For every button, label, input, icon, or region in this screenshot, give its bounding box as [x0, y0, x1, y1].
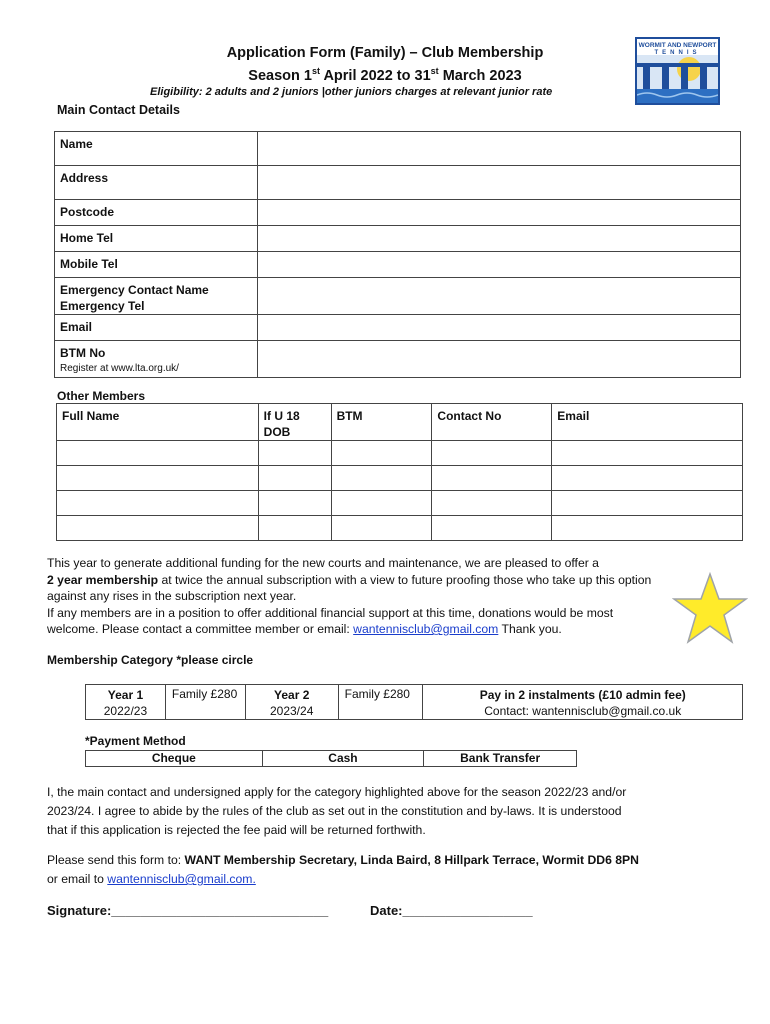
postcode-field[interactable] — [257, 200, 740, 226]
member-cell[interactable] — [258, 441, 331, 466]
member-cell[interactable] — [57, 466, 259, 491]
member-cell[interactable] — [432, 491, 552, 516]
category-heading: Membership Category *please circle — [47, 653, 254, 667]
category-table — [85, 684, 743, 720]
form-title: Application Form (Family) – Club Membership — [226, 45, 544, 61]
member-cell[interactable] — [57, 491, 259, 516]
emergency-field[interactable] — [257, 278, 740, 315]
other-members-heading: Other Members — [57, 389, 146, 403]
cheque-option[interactable]: Cheque — [86, 751, 263, 767]
payment-heading: *Payment Method — [85, 734, 186, 748]
address-label: Address — [55, 166, 258, 200]
email-field[interactable] — [257, 315, 740, 341]
table-row — [57, 491, 743, 516]
svg-text:WORMIT AND NEWPORT: WORMIT AND NEWPORT — [638, 42, 717, 49]
member-cell[interactable] — [258, 516, 331, 541]
table-row — [57, 466, 743, 491]
mobile-tel-label: Mobile Tel — [55, 252, 258, 278]
emergency-label: Emergency Contact Name Emergency Tel — [55, 278, 258, 315]
year1-option[interactable]: Year 1 2022/23 — [86, 685, 166, 720]
member-cell[interactable] — [258, 491, 331, 516]
table-row — [57, 516, 743, 541]
member-cell[interactable] — [432, 466, 552, 491]
payment-table — [85, 750, 577, 767]
col-contact: Contact No — [432, 404, 552, 441]
member-cell[interactable] — [331, 441, 432, 466]
mobile-tel-field[interactable] — [257, 252, 740, 278]
signature-line[interactable]: Signature:______________________________ — [47, 903, 329, 918]
member-cell[interactable] — [331, 491, 432, 516]
home-tel-label: Home Tel — [55, 226, 258, 252]
name-label: Name — [55, 132, 258, 166]
other-members-table — [56, 403, 743, 541]
member-cell[interactable] — [258, 466, 331, 491]
col-btm: BTM — [331, 404, 432, 441]
email-label: Email — [55, 315, 258, 341]
star-icon — [672, 572, 748, 644]
member-cell[interactable] — [552, 466, 743, 491]
year2-option[interactable]: Year 2 2023/24 — [245, 685, 338, 720]
svg-text:TENNIS: TENNIS — [654, 50, 701, 56]
instalment-option[interactable]: Pay in 2 instalments (£10 admin fee) Contact: wantennisclub@gmail.co.uk — [423, 685, 743, 720]
name-field[interactable] — [257, 132, 740, 166]
send-email-link[interactable]: wantennisclub@gmail.com. — [107, 872, 256, 886]
bank-transfer-option[interactable]: Bank Transfer — [424, 751, 577, 767]
btm-note: Register at www.lta.org.uk/ — [60, 363, 179, 374]
date-line[interactable]: Date:__________________ — [370, 903, 533, 918]
member-cell[interactable] — [432, 441, 552, 466]
declaration-paragraph: I, the main contact and undersigned apply for the category highlighted above for the season 2022/23 and/or 2023/24. I agree to abide by the rules of the club as set out in the constitution and by-laws. It is understood that if this application is rejected the fee paid will be returned forthwith. — [47, 785, 627, 837]
member-cell[interactable] — [552, 441, 743, 466]
year2-price[interactable]: Family £280 — [338, 685, 423, 720]
btm-label: BTM No Register at www.lta.org.uk/ — [55, 341, 258, 378]
col-full-name: Full Name — [57, 404, 259, 441]
email-link[interactable]: wantennisclub@gmail.com — [353, 622, 499, 636]
send-paragraph: Please send this form to: WANT Membership Secretary, Linda Baird, 8 Hillpark Terrace, Wormit DD6 8PN or email to wantennisclub@gmail.com. — [47, 853, 639, 886]
col-email: Email — [552, 404, 743, 441]
year1-price[interactable]: Family £280 — [165, 685, 245, 720]
btm-field[interactable] — [257, 341, 740, 378]
home-tel-field[interactable] — [257, 226, 740, 252]
address-field[interactable] — [257, 166, 740, 200]
table-row — [57, 441, 743, 466]
member-cell[interactable] — [331, 466, 432, 491]
main-contact-table — [54, 131, 741, 378]
club-logo — [635, 37, 720, 105]
funding-paragraph: This year to generate additional funding for the new courts and maintenance, we are pleased to offer a 2 year membership at twice the annual subscription with a view to future proofing those who take up this option against any rises in the subscription next year. If any members are in a position to offer additional financial support at this time, donations would be most welcome. Please contact a committee member or email: wantennisclub@gmail.com Thank you. — [47, 556, 652, 636]
member-cell[interactable] — [57, 441, 259, 466]
member-cell[interactable] — [552, 491, 743, 516]
eligibility-note: Eligibility: 2 adults and 2 juniors |other juniors charges at relevant junior rate — [150, 86, 553, 98]
member-cell[interactable] — [552, 516, 743, 541]
main-contact-heading: Main Contact Details — [57, 103, 180, 117]
postcode-label: Postcode — [55, 200, 258, 226]
member-cell[interactable] — [432, 516, 552, 541]
member-cell[interactable] — [331, 516, 432, 541]
cash-option[interactable]: Cash — [262, 751, 424, 767]
season-title: Season 1st April 2022 to 31st March 2023 — [248, 66, 522, 84]
member-cell[interactable] — [57, 516, 259, 541]
col-dob: If U 18 DOB — [258, 404, 331, 441]
